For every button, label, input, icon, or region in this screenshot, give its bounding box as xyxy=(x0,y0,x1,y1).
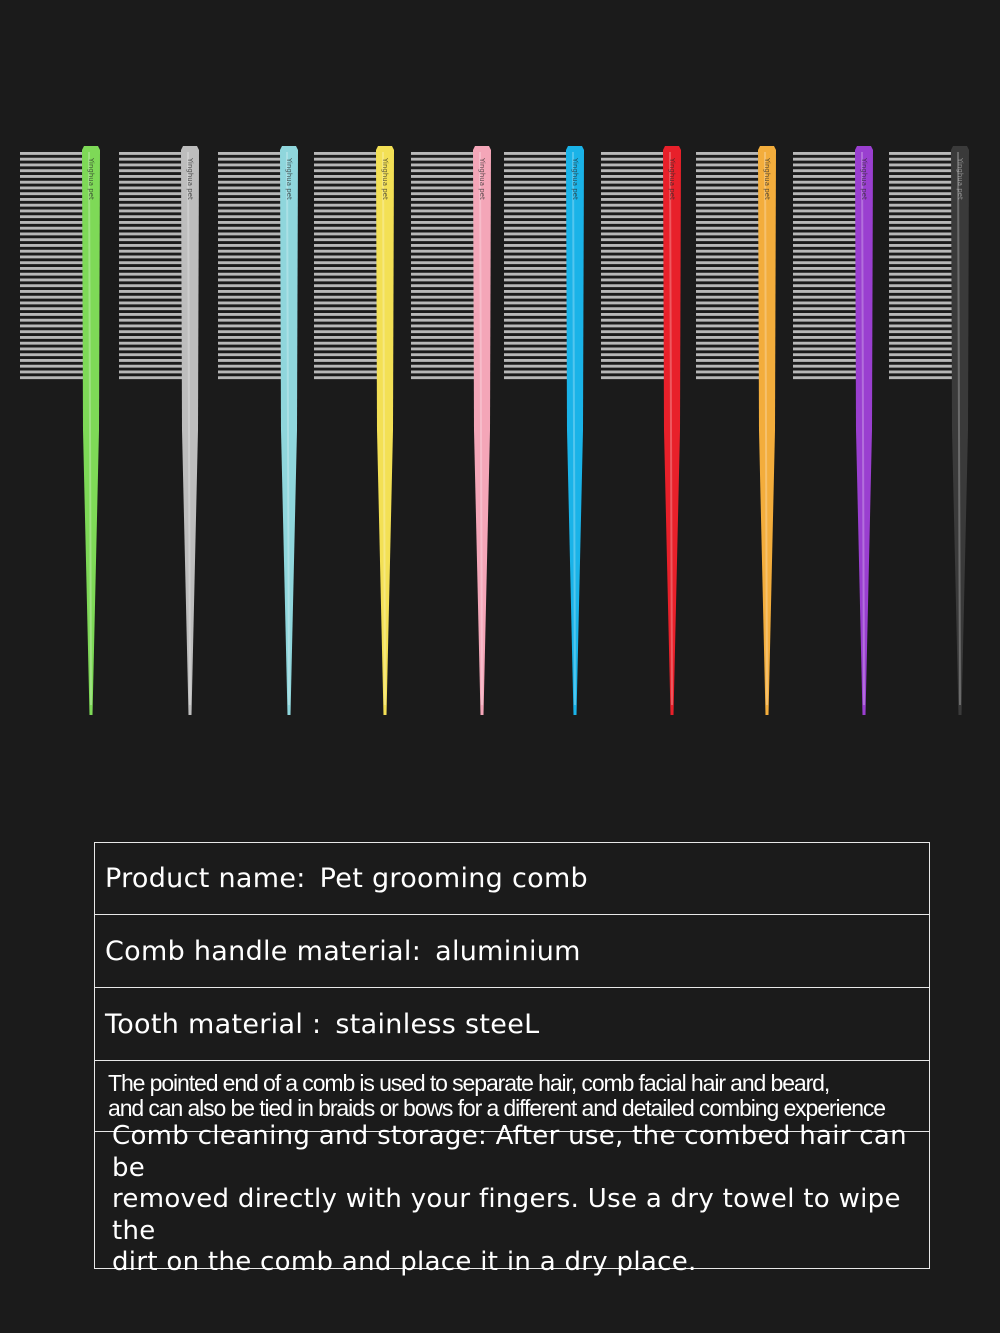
comb-teeth xyxy=(411,152,475,379)
comb-brand-label: Yinghua pet xyxy=(87,158,95,200)
spec-table xyxy=(94,842,930,1278)
comb-teeth xyxy=(504,152,568,379)
pointed-end-line-2: and can also be tied in braids or bows for a different and detailed combing experience xyxy=(108,1095,885,1121)
comb-teeth xyxy=(793,152,857,379)
comb-teeth xyxy=(218,152,282,379)
pointed-end-line-1: The pointed end of a comb is used to separate hair, comb facial hair and beard, xyxy=(108,1070,830,1096)
comb-black xyxy=(889,146,969,715)
comb-brand-label: Yinghua pet xyxy=(186,158,194,200)
comb-brand-label: Yinghua pet xyxy=(668,158,676,200)
comb-teeth xyxy=(889,152,953,379)
comb-brand-label: Yinghua pet xyxy=(381,158,389,200)
tooth-material-label: Tooth material : xyxy=(105,1008,322,1040)
spec-row-cleaning-storage xyxy=(95,1121,929,1278)
spec-row-product-name xyxy=(95,843,929,915)
comb-purple xyxy=(793,146,873,715)
spec-row-handle-material xyxy=(95,915,929,988)
product-name-label: Product name: xyxy=(105,863,306,894)
comb-teeth xyxy=(20,152,84,379)
comb-teeth xyxy=(314,152,378,379)
comb-pink xyxy=(411,146,491,715)
comb-brand-label: Yinghua pet xyxy=(860,158,868,200)
comb-silver xyxy=(119,146,199,715)
comb-brand-label: Yinghua pet xyxy=(763,158,771,200)
comb-brand-label: Yinghua pet xyxy=(571,158,579,200)
spec-row-tooth-material xyxy=(95,988,929,1061)
cleaning-line-3: dirt on the comb and place it in a dry place. xyxy=(112,1247,697,1278)
pointed-end-text xyxy=(108,1071,885,1121)
handle-material-label: Comb handle material: xyxy=(105,935,422,967)
handle-material-value: aluminium xyxy=(435,935,581,967)
cleaning-line-1: Comb cleaning and storage: After use, the combed hair can be xyxy=(112,1121,907,1183)
comb-teeth xyxy=(696,152,760,379)
product-name-value: Pet grooming comb xyxy=(319,863,588,894)
comb-teeth xyxy=(119,152,183,379)
comb-light-blue xyxy=(218,146,298,715)
cleaning-line-2: removed directly with your fingers. Use a dry towel to wipe the xyxy=(112,1184,901,1246)
tooth-material-value: stainless steeL xyxy=(335,1008,540,1040)
comb-teeth xyxy=(601,152,665,379)
comb-brand-label: Yinghua pet xyxy=(285,158,293,200)
comb-brand-label: Yinghua pet xyxy=(478,158,486,200)
comb-green xyxy=(20,146,100,715)
comb-orange xyxy=(696,146,776,715)
cleaning-text xyxy=(112,1121,919,1279)
comb-brand-label: Yinghua pet xyxy=(956,158,964,200)
comb-yellow xyxy=(314,146,394,715)
comb-red xyxy=(601,146,681,715)
comb-blue xyxy=(504,146,584,715)
